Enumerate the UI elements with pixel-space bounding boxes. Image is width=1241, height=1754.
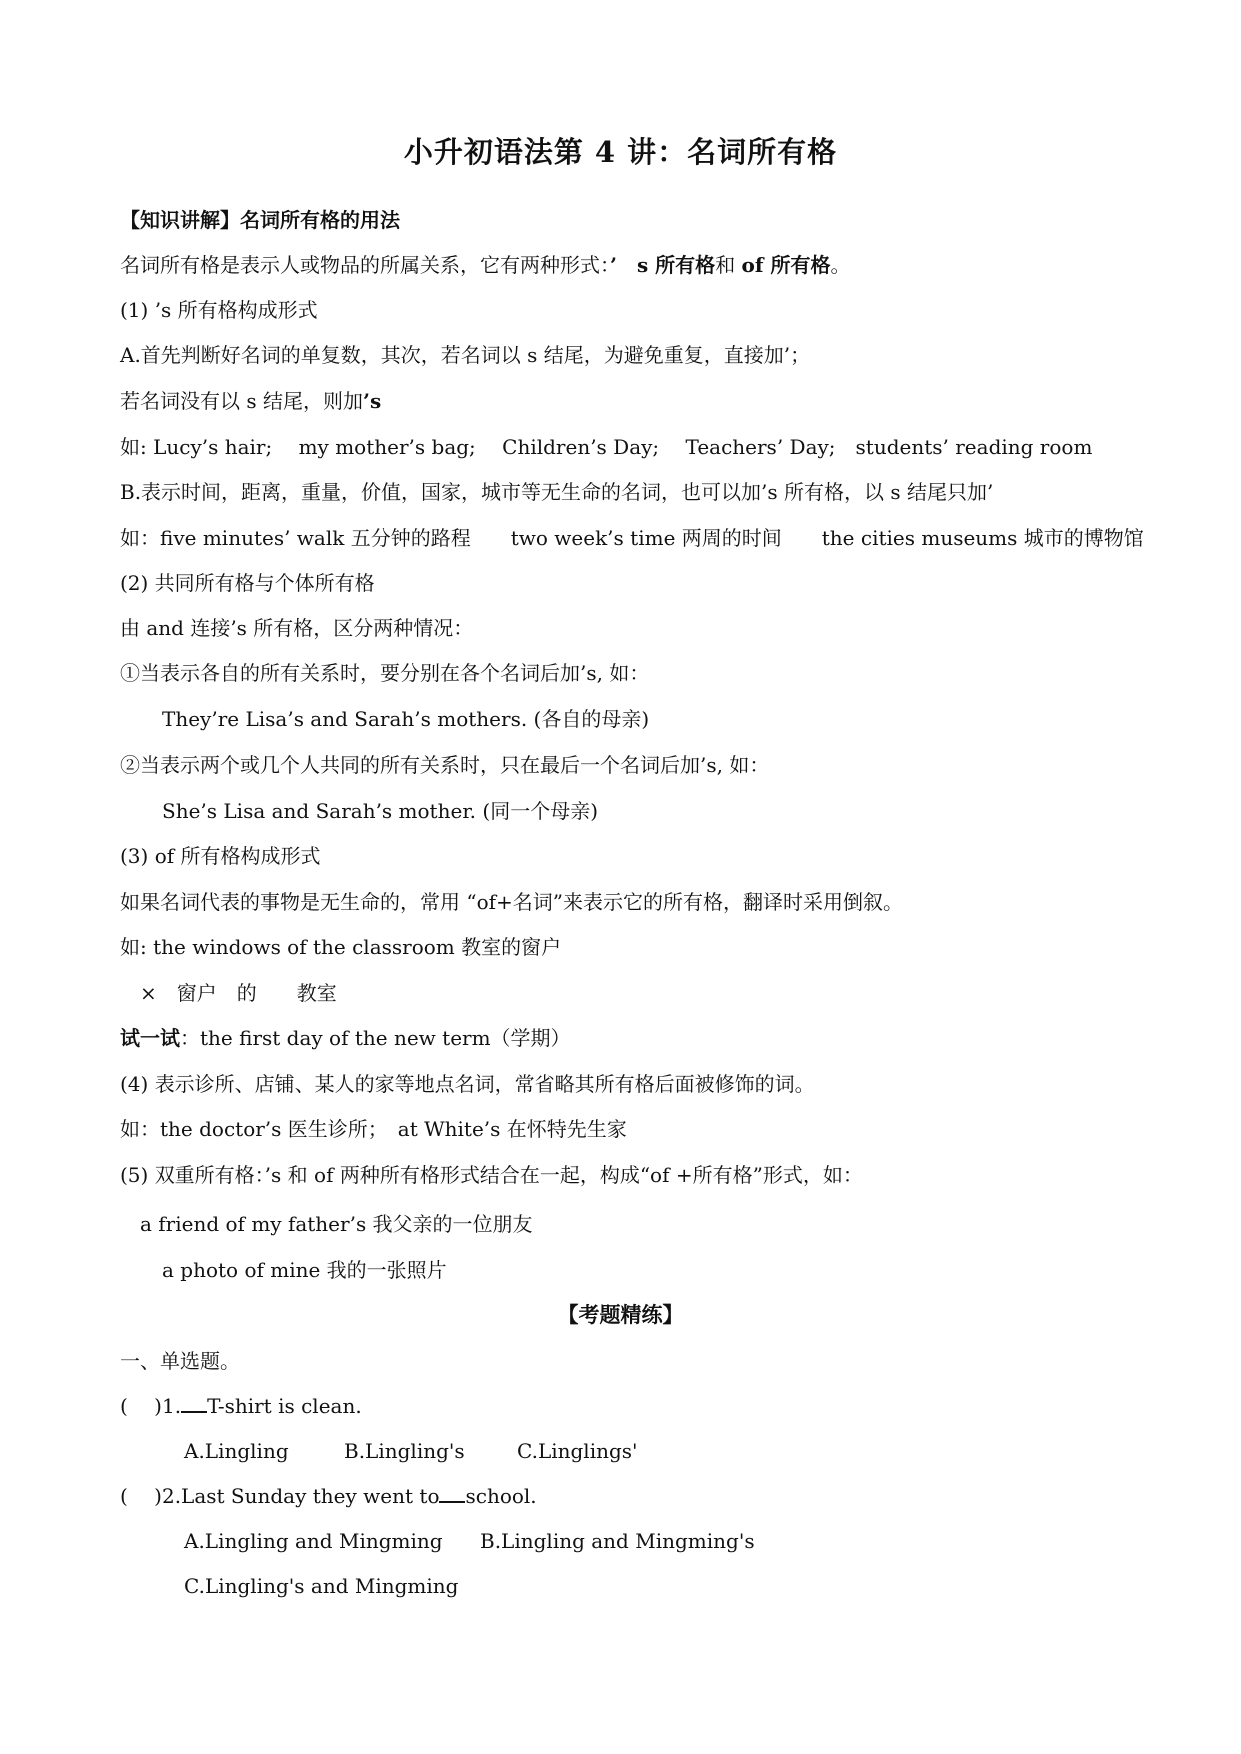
q1-option-b: B.Lingling's <box>344 1439 465 1463</box>
q2-option-a: A.Lingling and Mingming <box>184 1529 443 1553</box>
section3-text: 如果名词代表的事物是无生命的，常用 “of+名词”来表示它的所有格，翻译时采用倒叙。 <box>120 890 904 914</box>
try-text: ：the first day of the new term（学期） <box>180 1026 571 1050</box>
knowledge-header: 【知识讲解】名词所有格的用法 <box>120 208 400 232</box>
section2-title: (2) 共同所有格与个体所有格 <box>120 571 375 595</box>
section3-example: 如: the windows of the classroom 教室的窗户 <box>120 935 562 959</box>
q2-blank <box>439 1483 465 1503</box>
section4-title: (4) 表示诊所、店铺、某人的家等地点名词，常省略其所有格后面被修饰的词。 <box>120 1072 815 1096</box>
q1-option-a: A.Lingling <box>184 1439 289 1463</box>
q1-number: 1. <box>161 1394 182 1418</box>
section1-example2: 如：five minutes’ walk 五分钟的路程 two week’s time 两周的时间 the cities museums 城市的博物馆 <box>120 526 1144 550</box>
section4-example: 如：the doctor’s 医生诊所； at White’s 在怀特先生家 <box>120 1117 627 1141</box>
q2-answer-paren: ( ) <box>120 1484 162 1508</box>
intro-and: 和 <box>715 253 742 277</box>
section1-rule-b: B.表示时间，距离，重量，价值，国家，城市等无生命的名词，也可以加’s 所有格，以 s 结尾只加’ <box>120 480 994 504</box>
intro-form1: ’ s 所有格 <box>610 253 716 277</box>
section2-case2: ②当表示两个或几个人共同的所有关系时，只在最后一个名词后加’s, 如： <box>120 753 770 777</box>
question-2 <box>120 1481 537 1511</box>
q1-blank <box>181 1393 207 1413</box>
q2-option-b: B.Lingling and Mingming's <box>480 1529 755 1553</box>
section2-intro: 由 and 连接’s 所有格，区分两种情况： <box>120 616 474 640</box>
q2-option-c: C.Lingling's and Mingming <box>184 1574 459 1598</box>
section1-title: (1) ’s 所有格构成形式 <box>120 298 318 322</box>
q2-stem: school. <box>465 1484 537 1508</box>
try-label: 试一试 <box>120 1026 180 1050</box>
rule-a2-text: 若名词没有以 s 结尾，则加 <box>120 389 363 413</box>
intro-end: 。 <box>830 253 851 277</box>
page-title: 小升初语法第 4 讲：名词所有格 <box>403 135 838 169</box>
q2-options-row1 <box>184 1526 755 1556</box>
intro-line <box>120 250 850 280</box>
q1-option-c: C.Linglings' <box>517 1439 638 1463</box>
section3-wrong-translation: × 窗户 的 教室 <box>140 981 337 1005</box>
section1-rule-a2 <box>120 386 381 416</box>
rule-a2-bold: ’s <box>362 389 382 413</box>
section2-case2-example: She’s Lisa and Sarah’s mother. (同一个母亲) <box>162 799 598 823</box>
try-line <box>120 1023 571 1053</box>
question-1 <box>120 1391 362 1421</box>
section5-example1: a friend of my father’s 我父亲的一位朋友 <box>140 1212 533 1236</box>
q1-answer-paren: ( ) <box>120 1394 162 1418</box>
section2-case1: ①当表示各自的所有关系时，要分别在各个名词后加’s, 如： <box>120 661 650 685</box>
intro-pre: 名词所有格是表示人或物品的所属关系，它有两种形式： <box>120 253 610 277</box>
section3-title: (3) of 所有格构成形式 <box>120 844 321 868</box>
q1-options <box>184 1436 638 1466</box>
q1-stem: T-shirt is clean. <box>207 1394 362 1418</box>
section2-case1-example: They’re Lisa’s and Sarah’s mothers. (各自的母亲) <box>162 707 650 731</box>
q2-number: 2.Last Sunday they went to <box>161 1484 440 1508</box>
section1-rule-a: A.首先判断好名词的单复数，其次，若名词以 s 结尾，为避免重复，直接加’； <box>120 343 811 367</box>
intro-form2: of 所有格 <box>741 253 831 277</box>
exercises-part1: 一、单选题。 <box>120 1349 240 1373</box>
section1-example1: 如: Lucy’s hair; my mother’s bag; Children’s Day; Teachers’ Day; students’ reading room <box>120 435 1093 459</box>
exercises-header: 【考题精练】 <box>557 1302 684 1327</box>
section5-title: (5) 双重所有格：’s 和 of 两种所有格形式结合在一起，构成“of +所有格”形式，如： <box>120 1163 863 1187</box>
section5-example2: a photo of mine 我的一张照片 <box>162 1258 447 1282</box>
